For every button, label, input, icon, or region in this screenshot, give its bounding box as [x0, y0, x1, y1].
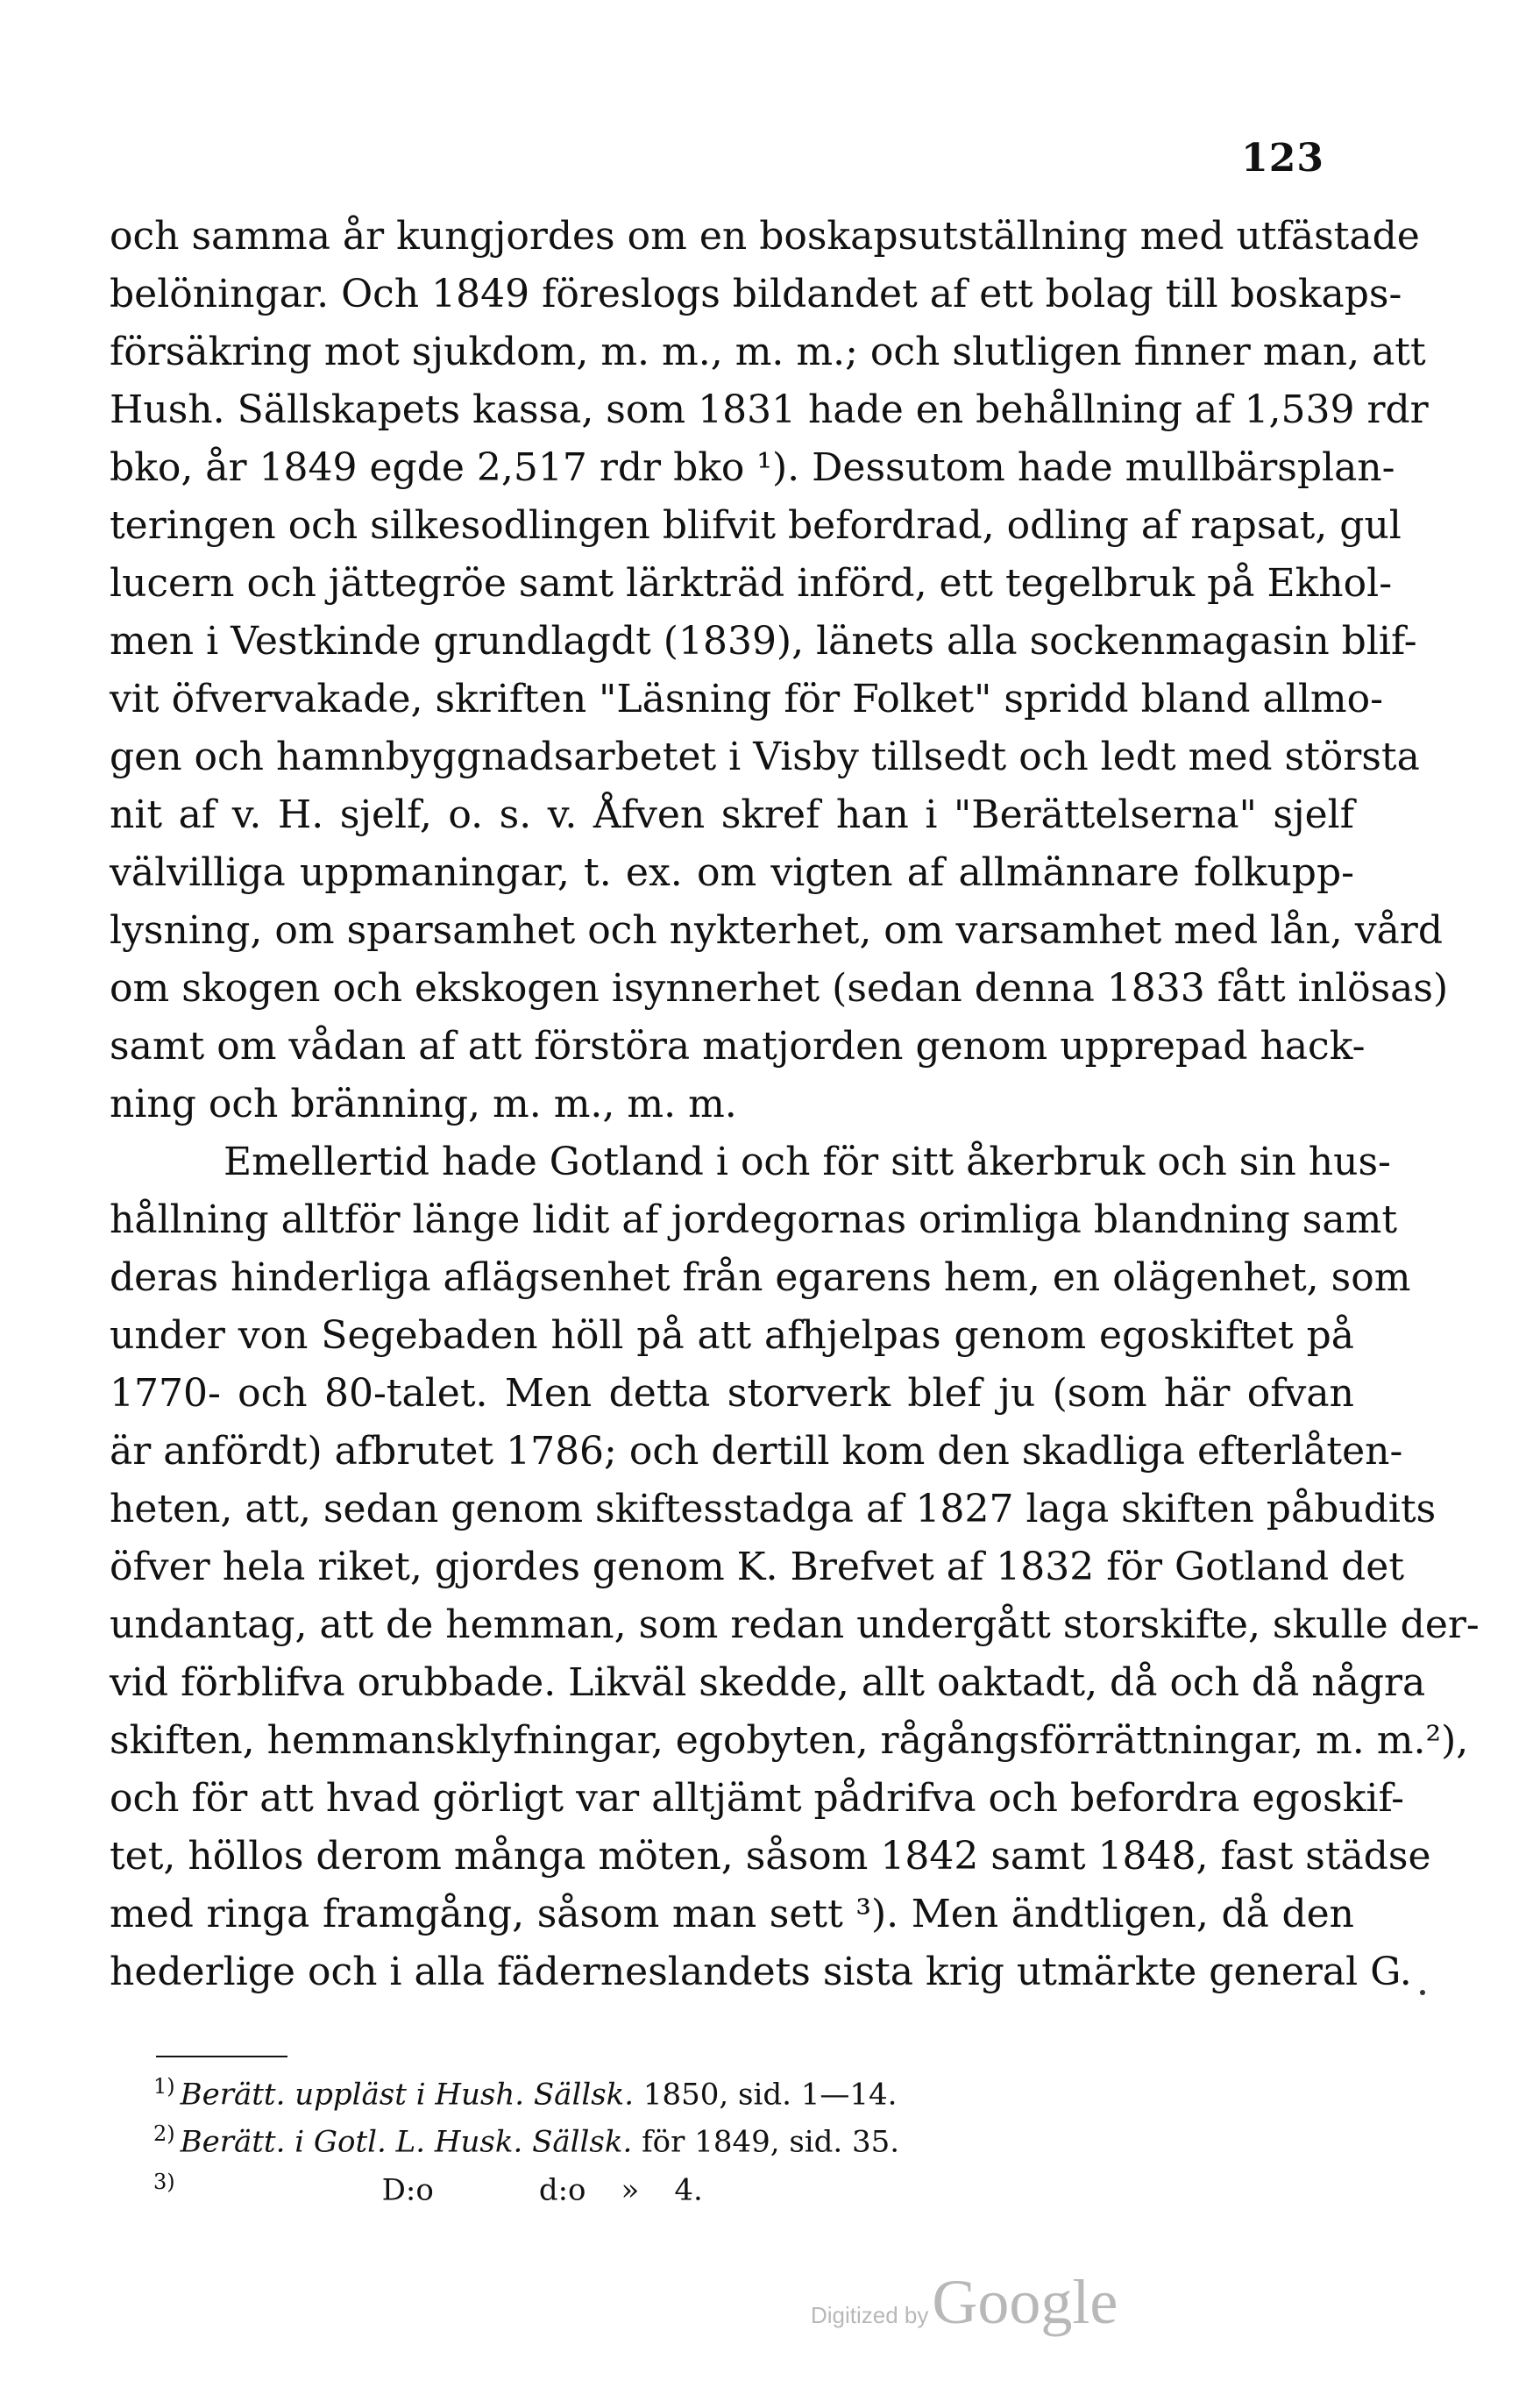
- text-line: skiften, hemmansklyfningar, egobyten, rågångsförrättningar, m. m.²),: [110, 1718, 1469, 1763]
- text-line: hederlige och i alla fäderneslandets sista krig utmärkte general G.: [110, 1950, 1412, 1994]
- watermark-prefix: Digitized by: [811, 2302, 929, 2328]
- footnotes: [153, 2067, 1030, 2210]
- footnote-3: [153, 2163, 1030, 2210]
- digitized-watermark: [811, 2266, 1118, 2339]
- footnote-2: [153, 2114, 1030, 2162]
- footnote-ref: 3): [153, 2169, 175, 2194]
- text-line: belöningar. Och 1849 föreslogs bildandet af ett bolag till boskaps-: [110, 272, 1402, 316]
- footnote-source: Berätt. uppläst i Hush. Sällsk.: [180, 2077, 635, 2113]
- footnote-ditto: D:o: [381, 2171, 434, 2207]
- footnote-ref: 2): [153, 2121, 175, 2147]
- text-line: deras hinderliga aflägsenhet från egarens hem, en olägenhet, som: [110, 1255, 1411, 1300]
- text-line: vit öfvervakade, skriften "Läsning för Folket" spridd bland allmo-: [110, 677, 1383, 721]
- footnote-text: 1850, sid. 1—14.: [634, 2077, 898, 2113]
- text-line: öfver hela riket, gjordes genom K. Brefvet af 1832 för Gotland det: [110, 1545, 1405, 1589]
- text-line: försäkring mot sjukdom, m. m., m. m.; och slutligen finner man, att: [110, 330, 1426, 374]
- footnote-ref: 1): [153, 2074, 175, 2099]
- text-line: lucern och jättegröe samt lärkträd införd, ett tegelbruk på Ekhol-: [110, 561, 1393, 606]
- text-line: gen och hamnbyggnadsarbetet i Visby tillsedt och ledt med största: [110, 735, 1420, 779]
- page-number: 123: [1241, 136, 1324, 181]
- text-line: lysning, om sparsamhet och nykterhet, om varsamhet med lån, vård: [110, 908, 1444, 953]
- body-text: [110, 208, 1480, 2001]
- text-line: samt om vådan af att förstöra matjorden genom upprepad hack-: [110, 1024, 1366, 1069]
- text-line: nit af v. H. sjelf, o. s. v. Åfven skref han i "Berättelserna" sjelf: [110, 792, 1354, 837]
- text-line: och för att hvad görligt var alltjämt pådrifva och befordra egoskif-: [110, 1776, 1405, 1821]
- text-line: tet, höllos derom många möten, såsom 1842 samt 1848, fast städse: [110, 1834, 1431, 1879]
- text-line: och samma år kungjordes om en boskapsutställning med utfästade: [110, 214, 1420, 259]
- text-line: hållning alltför länge lidit af jordegornas orimliga blandning samt: [110, 1197, 1397, 1242]
- text-line: välvilliga uppmaningar, t. ex. om vigten af allmännare folkupp-: [110, 850, 1354, 895]
- text-line: vid förblifva orubbade. Likväl skedde, allt oaktadt, då och då några: [110, 1660, 1426, 1705]
- text-line: men i Vestkinde grundlagdt (1839), länets alla sockenmagasin blif-: [110, 619, 1417, 664]
- text-line: bko, år 1849 egde 2,517 rdr bko ¹). Dessutom hade mullbärsplan-: [110, 445, 1395, 490]
- footnote-ditto-mark: »: [621, 2171, 640, 2207]
- footnote-1: [153, 2067, 1030, 2114]
- text-line: är anfördt) afbrutet 1786; och dertill kom den skadliga efterlåten-: [110, 1429, 1403, 1474]
- text-line: Emellertid hade Gotland i och för sitt åkerbruk och sin hus-: [224, 1140, 1391, 1184]
- text-line: ning och bränning, m. m., m. m.: [110, 1082, 737, 1126]
- text-line: heten, att, sedan genom skiftesstadga af 1827 laga skiften påbudits: [110, 1487, 1437, 1531]
- text-line: om skogen och ekskogen isynnerhet (sedan denna 1833 fått inlösas): [110, 966, 1449, 1011]
- text-line: med ringa framgång, såsom man sett ³). Men ändtligen, då den: [110, 1892, 1354, 1936]
- footnote-page: 4.: [674, 2171, 703, 2207]
- text-line: Hush. Sällskapets kassa, som 1831 hade en behållning af 1,539 rdr: [110, 387, 1429, 432]
- text-line: teringen och silkesodlingen blifvit befordrad, odling af rapsat, gul: [110, 503, 1402, 548]
- footnote-ditto: d:o: [538, 2171, 586, 2207]
- ink-speck: [1420, 1990, 1425, 1995]
- footnote-divider: [156, 2056, 287, 2057]
- footnote-text: för 1849, sid. 35.: [632, 2124, 900, 2160]
- footnote-source: Berätt. i Gotl. L. Husk. Sällsk.: [180, 2124, 633, 2160]
- text-line: undantag, att de hemman, som redan undergått storskifte, skulle der-: [110, 1602, 1480, 1647]
- google-logo: Google: [932, 2267, 1118, 2337]
- text-line: under von Segebaden höll på att afhjelpas genom egoskiftet på: [110, 1313, 1354, 1358]
- text-line: 1770- och 80-talet. Men detta storverk blef ju (som här ofvan: [110, 1371, 1354, 1416]
